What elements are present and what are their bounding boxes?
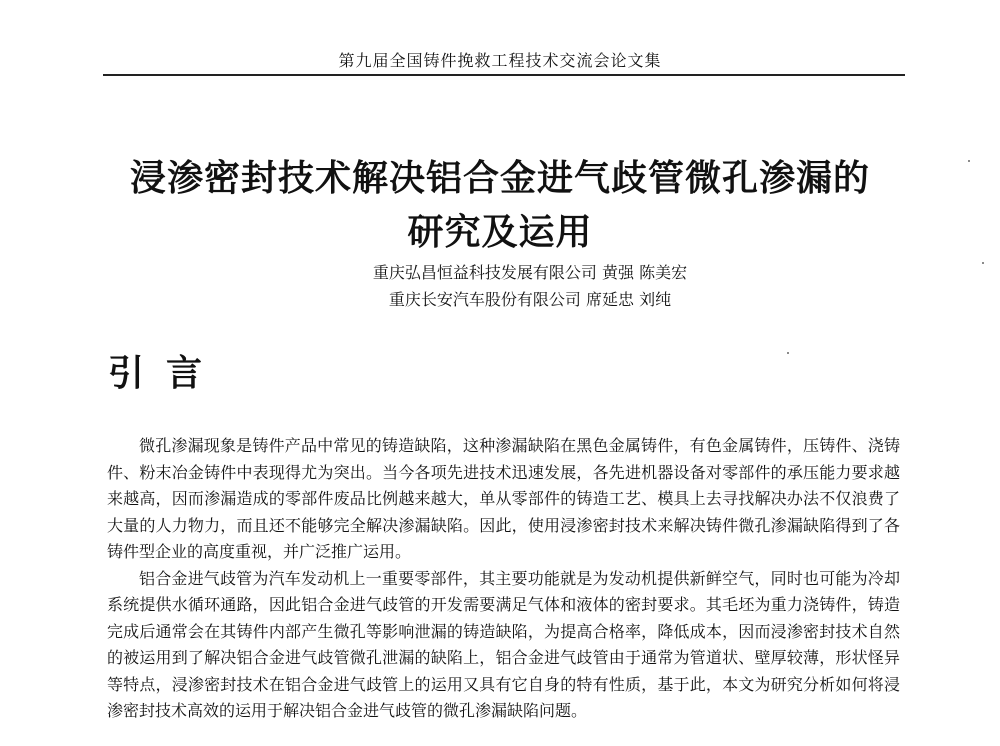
header-divider — [103, 74, 905, 76]
scan-speck — [982, 262, 984, 264]
author-affiliation-2: 重庆长安汽车股份有限公司 席延忠 刘纯 — [388, 290, 672, 309]
paper-title-line1: 浸渗密封技术解决铝合金进气歧管微孔渗漏的 — [129, 158, 870, 199]
author-affiliation-1: 重庆弘昌恒益科技发展有限公司 黄强 陈美宏 — [372, 263, 688, 282]
section-heading: 引言 — [108, 353, 225, 394]
running-header: 第九届全国铸件挽救工程技术交流会论文集 — [338, 51, 662, 70]
scan-speck — [787, 352, 789, 354]
paragraph-2: 铝合金进气歧管为汽车发动机上一重要零部件，其主要功能就是为发动机提供新鲜空气，同时也可能为冷却系统提供水循环通路，因此铝合金进气歧管的开发需要满足气体和液体的密封要求。其毛坯为重力浇铸件，铸造完成后通常会在其铸件内部产生微孔等影响泄漏的铸造缺陷，为提高合格率，降低成本，因而浸渗密封技术自然的被运用到了解决铝合金进气歧管微孔泄漏的缺陷上，铝合金进气歧管由于通常为管道状、壁厚较薄，形状怪异等特点，浸渗密封技术在铝合金进气歧管上的运用又具有它自身的特有性质，基于此，本文为研究分析如何将浸渗密封技术高效的运用于解决铝合金进气歧管的微孔渗漏缺陷问题。 — [107, 568, 900, 720]
paragraph-1: 微孔渗漏现象是铸件产品中常见的铸造缺陷，这种渗漏缺陷在黑色金属铸件，有色金属铸件，压铸件、浇铸件、粉末冶金铸件中表现得尤为突出。当今各项先进技术迅速发展，各先进机器设备对零部件的承压能力要求越来越高，因而渗漏造成的零部件废品比例越来越大，单从零部件的铸造工艺、模具上去寻找解决办法不仅浪费了大量的人力物力，而且还不能够完全解决渗漏缺陷。因此，使用浸渗密封技术来解决铸件微孔渗漏缺陷得到了各铸件型企业的高度重视，并广泛推广运用。 — [107, 436, 900, 561]
paper-title-line2: 研究及运用 — [407, 212, 593, 253]
scan-speck — [968, 160, 970, 162]
body-text — [107, 433, 900, 725]
